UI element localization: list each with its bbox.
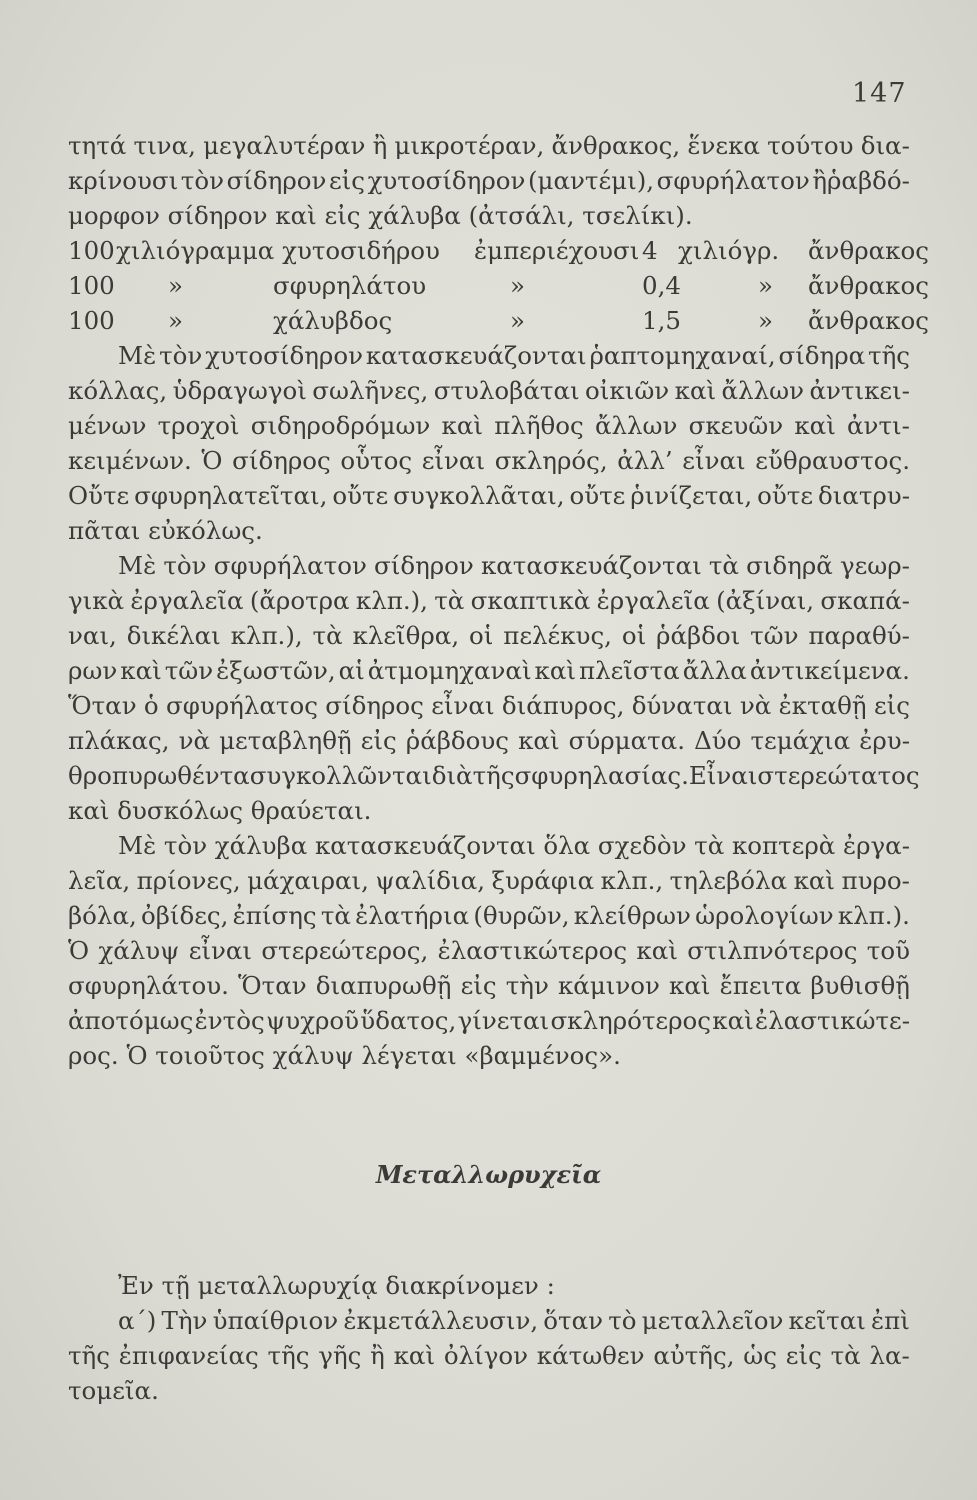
text-line: μένων τροχοὶ σιδηροδρόμων καὶ πλῆθος ἄλλων σκευῶν καὶ ἀντι- [68,411,910,440]
value: 4 [642,236,658,265]
text-line: γικὰ ἐργαλεῖα (ἄροτρα κλπ.), τὰ σκαπτικὰ ἐργαλεῖα (ἀξίναι, σκαπά- [68,586,910,615]
text-line: Ὁ χάλυψ εἶναι στερεώτερος, ἐλαστικώτερος καὶ στιλπνότερος τοῦ [68,936,910,965]
text-line: τομεῖα. [68,1376,159,1405]
page-number: 147 [852,78,907,109]
text-line: καὶ δυσκόλως θραύεται. [68,796,372,825]
amount: 100 [68,236,115,265]
main-text [68,128,929,1073]
composition-row [68,233,929,268]
label: σφυρηλάτου [273,271,427,300]
substance: ἄνθρακος [808,306,929,335]
label: χιλιόγραμμα χυτοσιδήρου [116,236,440,265]
section-text [68,1268,910,1408]
text-line: τῆς ἐπιφανείας τῆς γῆς ἢ καὶ ὀλίγον κάτωθεν αὐτῆς, ὡς εἰς τὰ λα- [68,1341,910,1370]
verb: ἐμπεριέχουσι [474,236,640,265]
text-line: τητά τινα, μεγαλυτέραν ἢ μικροτέραν, ἄνθρακος, ἕνεκα τούτου δια- [68,131,910,160]
text-line: Μὲ τὸν χυτοσίδηρον κατασκευάζονται ῥαπτομηχαναί, σίδηρα τῆς [118,341,910,370]
text-line: ρων καὶ τῶν ἐξωστῶν, αἱ ἀτμομηχαναὶ καὶ πλεῖστα ἄλλα ἀντικείμενα. [68,656,910,685]
text-line: λεῖα, πρίονες, μάχαιραι, ψαλίδια, ξυράφια κλπ., τηλεβόλα καὶ πυρο- [68,866,910,895]
unit: » [758,306,773,335]
text-line: Οὔτε σφυρηλατεῖται, οὔτε συγκολλᾶται, οὔτε ῥινίζεται, οὔτε διατρυ- [68,481,910,510]
text-line: Μὲ τὸν χάλυβα κατασκευάζονται ὅλα σχεδὸν τὰ κοπτερὰ ἐργα- [118,831,910,860]
composition-row [68,268,929,303]
text-line: κρίνουσι τὸν σίδηρον εἰς χυτοσίδηρον (μαντέμι), σφυρήλατον ἢῥαβδό- [68,166,910,195]
text-line: α΄) Τὴν ὑπαίθριον ἐκμετάλλευσιν, ὅταν τὸ μεταλλεῖον κεῖται ἐπὶ [118,1306,910,1335]
value: 1,5 [642,306,681,335]
mark: » [168,306,183,335]
amount: 100 [68,271,115,300]
substance: ἄνθρακος [808,236,929,265]
unit: χιλιόγρ. [678,236,780,265]
substance: ἄνθρακος [808,271,929,300]
composition-row [68,303,929,338]
label: χάλυβδος [273,306,393,335]
text-line: βόλα, ὀβίδες, ἐπίσης τὰ ἐλατήρια (θυρῶν, κλείθρων ὡρολογίων κλπ.). [68,901,910,930]
text-line: μορφον σίδηρον καὶ εἰς χάλυβα (ἀτσάλι, τσελίκι). [68,201,693,230]
text-line: θροπυρωθέντα συγκολλῶνται διὰ τῆς σφυρηλασίας. Εἶναι στερεώτατος [68,761,920,790]
text-line: πλάκας, νὰ μεταβληθῇ εἰς ῥάβδους καὶ σύρματα. Δύο τεμάχια ἐρυ- [68,726,910,755]
text-line: ναι, δικέλαι κλπ.), τὰ κλεῖθρα, οἱ πελέκυς, οἱ ῥάβδοι τῶν παραθύ- [68,621,910,650]
unit: » [758,271,773,300]
mark: » [168,271,183,300]
text-line: κόλλας, ὑδραγωγοὶ σωλῆνες, στυλοβάται οἰκιῶν καὶ ἄλλων ἀντικει- [68,376,910,405]
text-line: κειμένων. Ὁ σίδηρος οὗτος εἶναι σκληρός, ἀλλ’ εἶναι εὔθραυστος. [68,446,910,475]
text-line: σφυρηλάτου. Ὅταν διαπυρωθῇ εἰς τὴν κάμινον καὶ ἔπειτα βυθισθῇ [68,971,910,1000]
text-line: πᾶται εὐκόλως. [68,516,263,545]
amount: 100 [68,306,115,335]
text-line: Μὲ τὸν σφυρήλατον σίδηρον κατασκευάζονται τὰ σιδηρᾶ γεωρ- [118,551,910,580]
text-line: ρος. Ὁ τοιοῦτος χάλυψ λέγεται «βαμμένος». [68,1041,621,1070]
text-line: ἀποτόμως ἐντὸς ψυχροῦ ὕδατος, γίνεται σκληρότερος καὶ ἐλαστικώτε- [68,1006,910,1035]
verb: » [510,271,525,300]
value: 0,4 [642,271,681,300]
text-line: Ἐν τῇ μεταλλωρυχίᾳ διακρίνομεν : [118,1271,555,1300]
text-line: Ὅταν ὁ σφυρήλατος σίδηρος εἶναι διάπυρος, δύναται νὰ ἐκταθῇ εἰς [68,691,910,720]
verb: » [510,306,525,335]
section-heading: Μεταλλωρυχεῖα [375,1160,602,1189]
